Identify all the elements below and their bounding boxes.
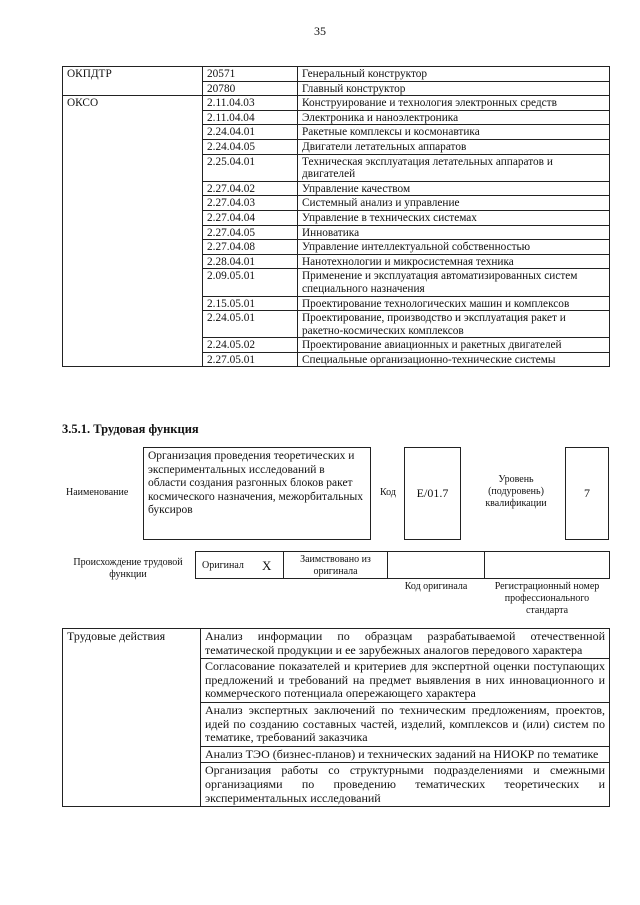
title-cell: Управление интеллектуальной собственностью: [298, 240, 610, 255]
code-cell: 2.27.04.08: [203, 240, 298, 255]
function-code-value: E/01.7: [416, 486, 449, 500]
title-cell: Проектирование, производство и эксплуатация ракет и ракетно-космических комплексов: [298, 311, 610, 338]
title-cell: Ракетные комплексы и космонавтика: [298, 125, 610, 140]
title-cell: Применение и эксплуатация автоматизированных систем специального назначения: [298, 269, 610, 296]
labor-action-text: Анализ ТЭО (бизнес-планов) и технических заданий на НИОКР по тематике: [201, 746, 610, 763]
code-cell: 2.27.04.03: [203, 196, 298, 211]
qualification-level-label: Уровень (подуровень) квалификации: [485, 474, 547, 509]
title-cell: Электроника и наноэлектроника: [298, 110, 610, 125]
qualification-codes-table: [62, 66, 610, 367]
borrowed-label: Заимствовано из оригинала: [300, 554, 371, 577]
original-code-cell: [387, 551, 485, 579]
table-row: [63, 96, 610, 111]
original-mark: X: [262, 558, 272, 573]
labor-actions-table: [62, 628, 610, 807]
title-cell: Конструирование и технология электронных средств: [298, 96, 610, 111]
code-label: Код: [380, 487, 396, 498]
code-cell: 2.27.04.02: [203, 181, 298, 196]
table-row: [63, 67, 610, 82]
code-cell: 20780: [203, 81, 298, 96]
labor-action-text: Анализ информации по образцам разрабатываемой отечественной тематической продукции и ее зарубежных аналогов передового характера: [201, 629, 610, 659]
title-cell: Проектирование авиационных и ракетных двигателей: [298, 338, 610, 353]
title-cell: Инноватика: [298, 225, 610, 240]
title-cell: Главный конструктор: [298, 81, 610, 96]
code-cell: 2.24.04.05: [203, 139, 298, 154]
title-cell: Управление качеством: [298, 181, 610, 196]
title-cell: Специальные организационно-технические системы: [298, 352, 610, 367]
classifier-cell: ОКСО: [63, 96, 203, 367]
page-number: 35: [314, 24, 326, 38]
original-label: Оригинал: [202, 560, 244, 571]
labor-action-text: Согласование показателей и критериев для экспертной оценки поступающих предложений и требований на предмет выявления в них инновационного и коммерческого потенциала опережающего характера: [201, 659, 610, 703]
title-cell: Нанотехнологии и микросистемная техника: [298, 254, 610, 269]
function-code-box: [404, 447, 461, 540]
qualification-level-box: [565, 447, 609, 540]
original-cell: [195, 551, 284, 579]
qualification-level-value: 7: [584, 486, 590, 500]
title-cell: Управление в технических системах: [298, 210, 610, 225]
code-cell: 2.11.04.03: [203, 96, 298, 111]
code-cell: 2.27.04.05: [203, 225, 298, 240]
title-cell: Проектирование технологических машин и комплексов: [298, 296, 610, 311]
code-cell: 2.15.05.01: [203, 296, 298, 311]
code-cell: 20571: [203, 67, 298, 82]
code-cell: 2.27.05.01: [203, 352, 298, 367]
code-cell: 2.09.05.01: [203, 269, 298, 296]
code-cell: 2.25.04.01: [203, 154, 298, 181]
function-name-value: Организация проведения теоретических и экспериментальных исследований в области создания разгонных блоков ракет космического назначения, межорбитальных буксиров: [148, 450, 364, 517]
title-cell: Двигатели летательных аппаратов: [298, 139, 610, 154]
code-cell: 2.24.04.01: [203, 125, 298, 140]
function-name-box: [143, 447, 371, 540]
name-label: Наименование: [66, 487, 129, 498]
origin-label: Происхождение трудовой функции: [73, 557, 183, 580]
title-cell: Генеральный конструктор: [298, 67, 610, 82]
labor-actions-label: Трудовые действия: [63, 629, 201, 807]
code-cell: 2.24.05.02: [203, 338, 298, 353]
list-item: [63, 629, 610, 659]
section-title: 3.5.1. Трудовая функция: [62, 422, 199, 436]
registration-number-caption: Регистрационный номер профессионального стандарта: [494, 581, 600, 616]
registration-number-cell: [484, 551, 610, 579]
code-cell: 2.11.04.04: [203, 110, 298, 125]
code-cell: 2.27.04.04: [203, 210, 298, 225]
classifier-cell: ОКПДТР: [63, 67, 203, 96]
code-cell: 2.24.05.01: [203, 311, 298, 338]
title-cell: Системный анализ и управление: [298, 196, 610, 211]
code-cell: 2.28.04.01: [203, 254, 298, 269]
original-code-caption: Код оригинала: [404, 581, 468, 592]
borrowed-cell: [283, 551, 388, 579]
labor-action-text: Организация работы со структурными подразделениями и смежными организациями по проведению тематических теоретических и экспериментальных исследований: [201, 763, 610, 807]
title-cell: Техническая эксплуатация летательных аппаратов и двигателей: [298, 154, 610, 181]
labor-action-text: Анализ экспертных заключений по техническим предложениям, проектов, идей по созданию составных частей, изделий, комплексов и (или) систем по тематике, требований заказчика: [201, 702, 610, 746]
